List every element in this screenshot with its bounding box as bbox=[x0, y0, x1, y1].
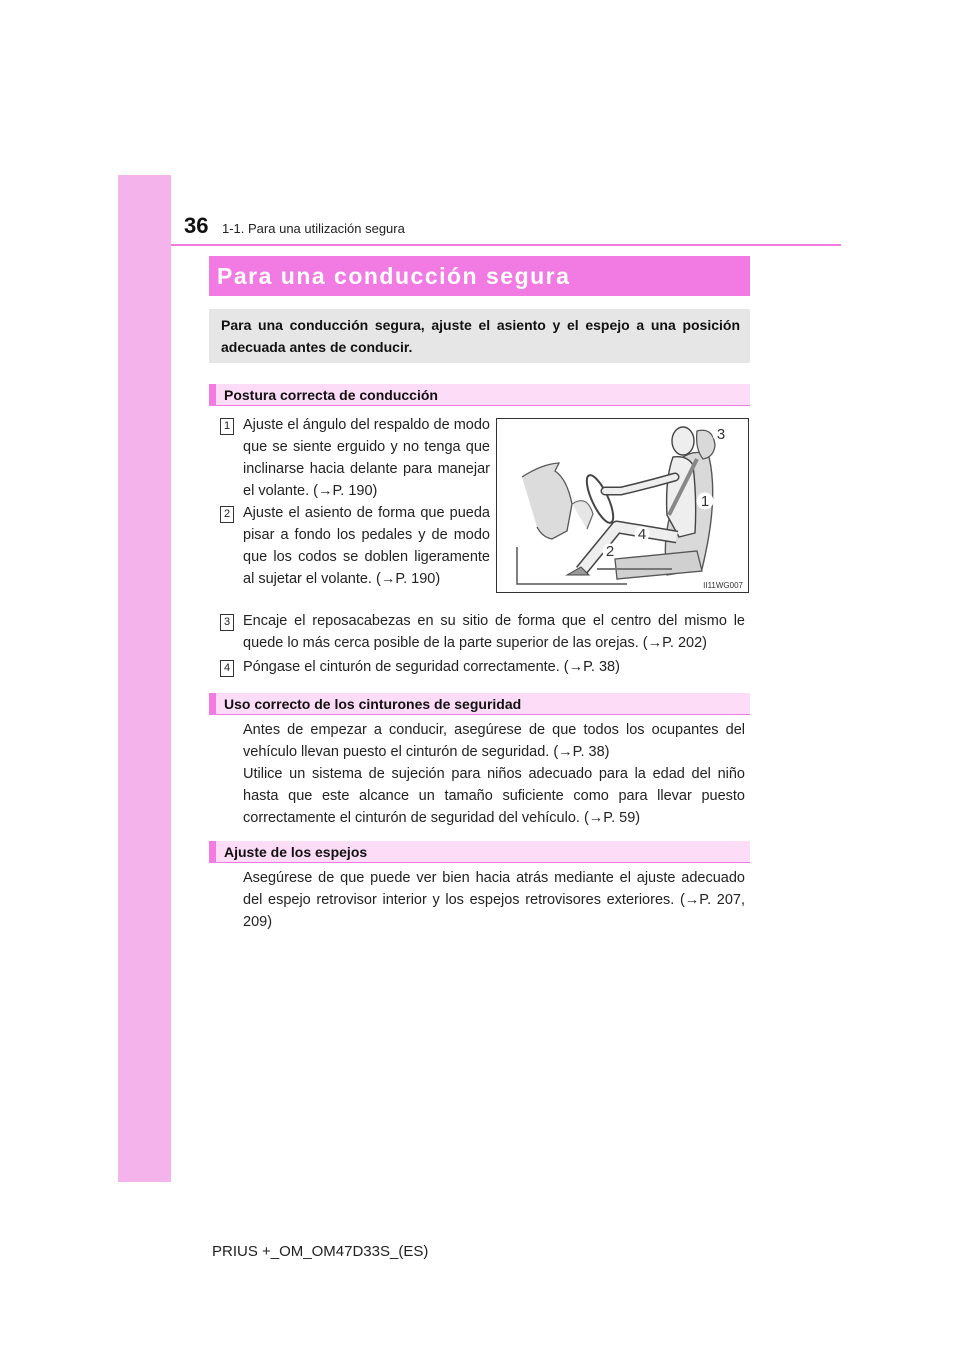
seatbelts-paragraph-2: Utilice un sistema de sujeción para niños adecuado para la edad del niño hasta que este alcance un tamaño suficiente como para llevar puesto correctamente el cinturón de seguridad del vehículo. (→P. 59) bbox=[243, 766, 745, 826]
callout-1-label: 1 bbox=[700, 493, 710, 510]
posture-item-2: Ajuste el asiento de forma que pueda pisar a fondo los pedales y de modo que los codos se doblen ligeramente al sujetar el volante. (→P. 190) bbox=[243, 505, 490, 587]
callout-2-label: 2 bbox=[605, 543, 615, 560]
callout-4 bbox=[635, 526, 649, 543]
driving-posture-figure bbox=[496, 418, 749, 593]
posture-item-1: Ajuste el ángulo del respaldo de modo que se siente erguido y no tenga que inclinarse hacia delante para manejar el volante. (→P. 190) bbox=[243, 417, 490, 499]
section-header: 1-1. Para una utilización segura bbox=[222, 221, 405, 236]
posture-item-4: Póngase el cinturón de seguridad correctamente. (→P. 38) bbox=[243, 659, 620, 675]
callout-4-label: 4 bbox=[637, 526, 647, 543]
driver-seat-illustration bbox=[497, 419, 748, 592]
callout-2 bbox=[603, 543, 617, 560]
item-number-3: 3 bbox=[220, 614, 234, 631]
section-heading-mirrors: Ajuste de los espejos bbox=[209, 841, 750, 863]
mirrors-paragraph: Asegúrese de que puede ver bien hacia atrás mediante el ajuste adecuado del espejo retrovisor interior y los espejos retrovisores exteriores. (→P. 207, 209) bbox=[243, 870, 745, 930]
section-heading-posture: Postura correcta de conducción bbox=[209, 384, 750, 406]
page-number: 36 bbox=[184, 213, 209, 238]
intro-box: Para una conducción segura, ajuste el asiento y el espejo a una posición adecuada antes de conducir. bbox=[209, 309, 750, 363]
item-number-4: 4 bbox=[220, 660, 234, 677]
seatbelts-paragraph-1: Antes de empezar a conducir, asegúrese de que todos los ocupantes del vehículo llevan puesto el cinturón de seguridad. (→P. 38) bbox=[243, 722, 745, 760]
page-title: Para una conducción segura bbox=[217, 263, 571, 289]
document-code: PRIUS +_OM_OM47D33S_(ES) bbox=[212, 1243, 429, 1260]
figure-code: II11WG007 bbox=[703, 581, 743, 590]
header-divider bbox=[171, 244, 841, 246]
callout-3-label: 3 bbox=[716, 426, 726, 443]
section-heading-seatbelts: Uso correcto de los cinturones de seguridad bbox=[209, 693, 750, 715]
posture-item-3: Encaje el reposacabezas en su sitio de forma que el centro del mismo le quede lo más cerca posible de la parte superior de las orejas. (→P. 202) bbox=[243, 613, 745, 651]
side-band bbox=[118, 175, 171, 1182]
page-title-bar bbox=[209, 256, 750, 296]
item-number-1: 1 bbox=[220, 418, 234, 435]
callout-3 bbox=[713, 426, 729, 443]
item-number-2: 2 bbox=[220, 506, 234, 523]
